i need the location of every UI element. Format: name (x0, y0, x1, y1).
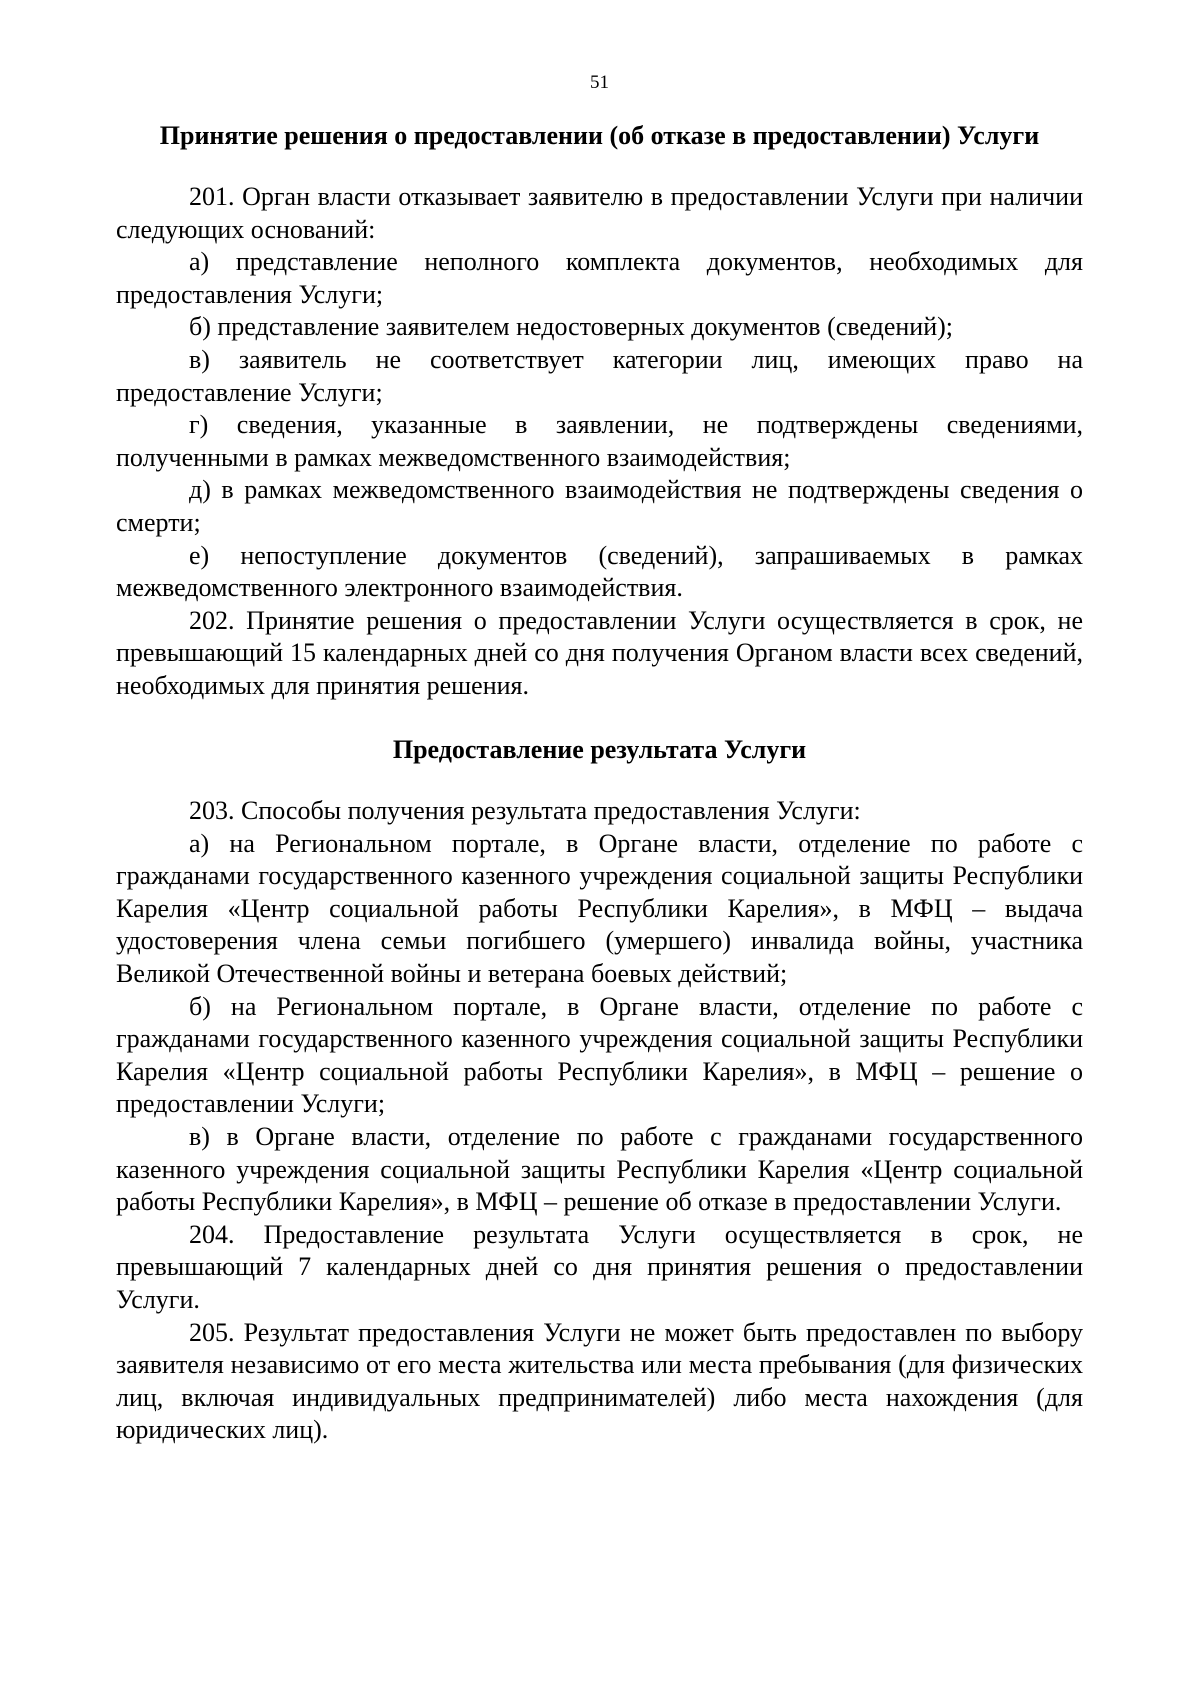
section-heading-decision: Принятие решения о предоставлении (об отказе в предоставлении) Услуги (159, 121, 1040, 150)
paragraph-201-a: а) представление неполного комплекта документов, необходимых для предоставления Услуги; (116, 247, 1083, 309)
paragraph-203-b: б) на Региональном портале, в Органе власти, отделение по работе с гражданами государственного казенного учреждения социальной защиты Республики Карелия «Центр социальной работы Республики Карелия», в МФЦ – решение о предоставлении Услуги; (116, 991, 1083, 1119)
paragraph-203-v: в) в Органе власти, отделение по работе с гражданами государственного казенного учреждения социальной защиты Республики Карелия «Центр социальной работы Республики Карелия», в МФЦ – решение об отказе в предоставлении Услуги. (116, 1121, 1083, 1217)
paragraph-201-g: г) сведения, указанные в заявлении, не подтверждены сведениями, полученными в рамках межведомственного взаимодействия; (116, 410, 1083, 472)
section-body-result (116, 795, 1083, 1447)
paragraph-203: 203. Способы получения результата предоставления Услуги: (189, 796, 861, 825)
paragraph-201: 201. Орган власти отказывает заявителю в предоставлении Услуги при наличии следующих оснований: (116, 182, 1083, 244)
paragraph-201-v: в) заявитель не соответствует категории лиц, имеющих право на предоставление Услуги; (116, 344, 1083, 407)
paragraph-201-b: б) представление заявителем недостоверных документов (сведений); (189, 312, 953, 342)
paragraph-203-a: а) на Региональном портале, в Органе власти, отделение по работе с гражданами государственного казенного учреждения социальной защиты Республики Карелия «Центр социальной работы Республики Карелия», в МФЦ – выдача удостоверения члена семьи погибшего (умершего) инвалида войны, участника Великой Отечественной войны и ветерана боевых действий; (116, 828, 1083, 988)
section-heading-result: Предоставление результата Услуги (392, 735, 807, 764)
section-body-decision (116, 181, 1083, 703)
paragraph-201-d: д) в рамках межведомственного взаимодействия не подтверждены сведения о смерти; (116, 475, 1083, 537)
paragraph-205: 205. Результат предоставления Услуги не может быть предоставлен по выбору заявителя независимо от его места жительства или места пребывания (для физических лиц, включая индивидуальных предпринимателей) либо места нахождения (для юридических лиц). (116, 1317, 1083, 1445)
page-number: 51 (590, 72, 609, 93)
paragraph-201-e: е) непоступление документов (сведений), запрашиваемых в рамках межведомственного электронного взаимодействия. (116, 540, 1083, 603)
paragraph-202: 202. Принятие решения о предоставлении Услуги осуществляется в срок, не превышающий 15 календарных дней со дня получения Органом власти всех сведений, необходимых для принятия решения. (116, 605, 1083, 700)
paragraph-204: 204. Предоставление результата Услуги осуществляется в срок, не превышающий 7 календарных дней со дня принятия решения о предоставлении Услуги. (116, 1219, 1083, 1314)
